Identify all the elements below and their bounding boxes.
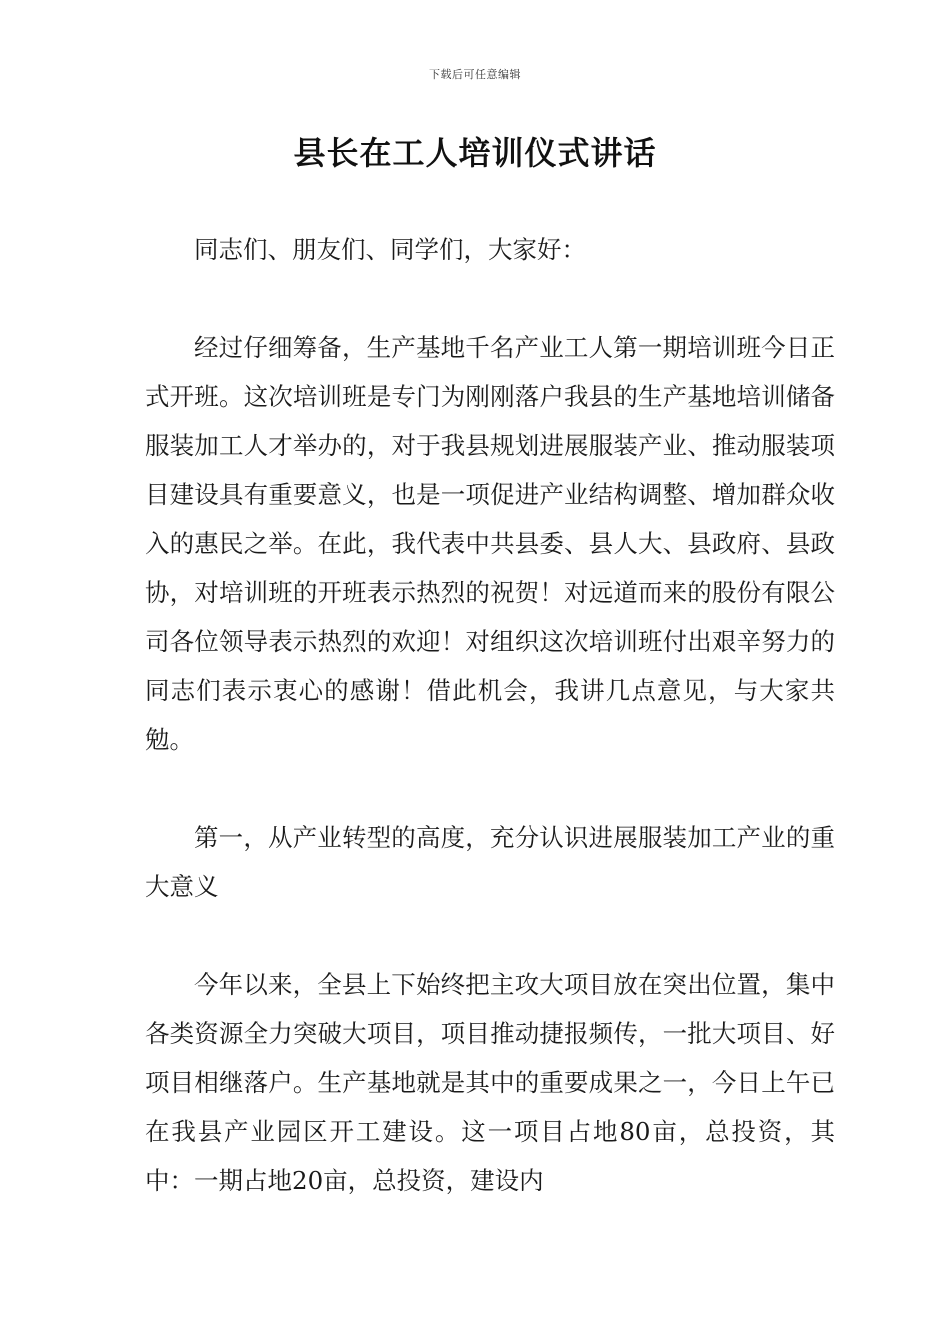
paragraph-greeting: 同志们、朋友们、同学们，大家好： bbox=[194, 235, 586, 264]
document-body bbox=[145, 225, 835, 1254]
paragraph-project: 今年以来，全县上下始终把主攻大项目放在突出位置，集中各类资源全力突破大项目，项目推动捷报频传，一批大项目、好项目相继落户。生产基地就是其中的重要成果之一，今日上午已在我县产业园区开工建设。这一项目占地80亩，总投资，其中：一期占地20亩，总投资，建设内 bbox=[145, 970, 835, 1195]
header-note: 下载后可任意编辑 bbox=[429, 68, 521, 81]
document-title: 县长在工人培训仪式讲话 bbox=[293, 134, 657, 172]
paragraph-section-heading: 第一，从产业转型的高度，充分认识进展服装加工产业的重大意义 bbox=[145, 823, 835, 901]
paragraph-opening: 经过仔细筹备，生产基地千名产业工人第一期培训班今日正式开班。这次培训班是专门为刚刚落户我县的生产基地培训储备服装加工人才举办的，对于我县规划进展服装产业、推动服装项目建设具有重要意义，也是一项促进产业结构调整、增加群众收入的惠民之举。在此，我代表中共县委、县人大、县政府、县政协，对培训班的开班表示热烈的祝贺！对远道而来的股份有限公司各位领导表示热烈的欢迎！对组织这次培训班付出艰辛努力的同志们表示衷心的感谢！借此机会，我讲几点意见，与大家共勉。 bbox=[145, 333, 835, 754]
